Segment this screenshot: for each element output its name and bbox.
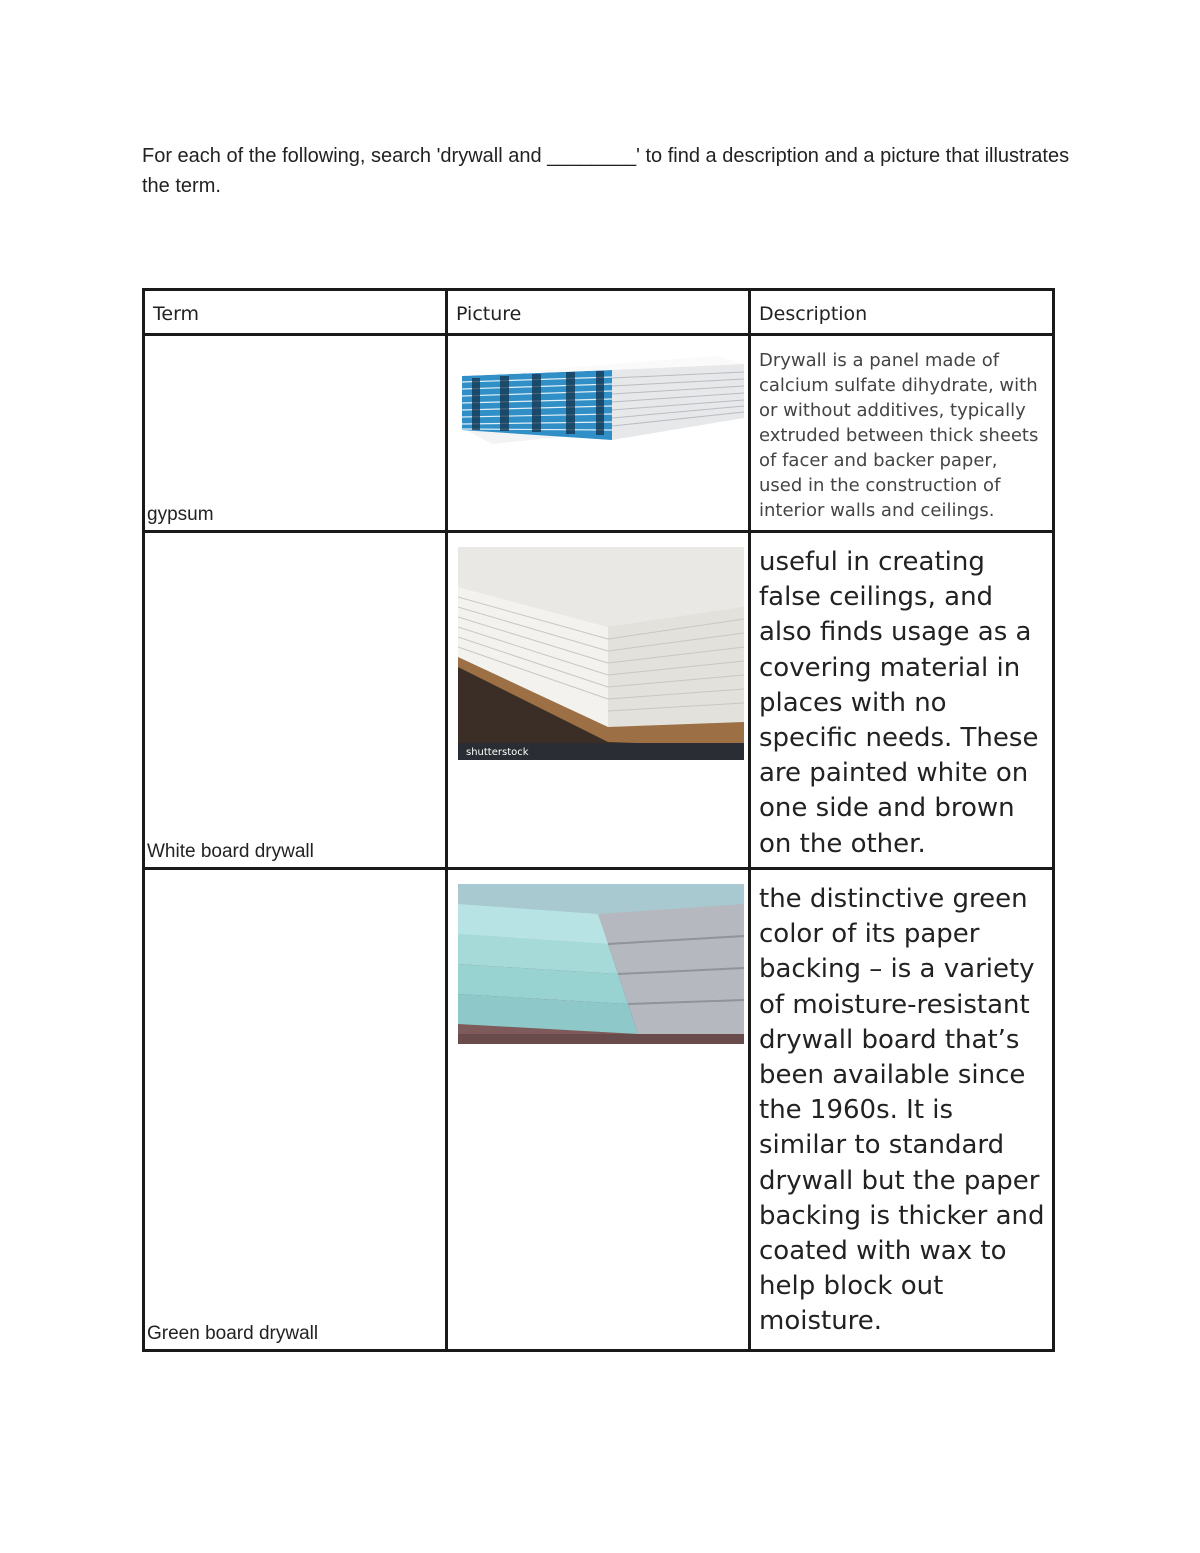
header-description-cell xyxy=(750,290,1054,335)
description-text: the distinctive green color of its paper backing – is a variety of moisture-resistant drywall board that’s been available since the 1960s. It is similar to standard drywall but the paper backing is thicker and coated with wax to help block out moisture. xyxy=(759,884,1045,1337)
term-label: White board drywall xyxy=(147,841,314,862)
header-term: Term xyxy=(153,303,200,325)
header-picture-cell xyxy=(447,290,750,335)
header-term-cell xyxy=(144,290,447,335)
table-row xyxy=(144,869,1054,1351)
picture-cell xyxy=(447,532,750,869)
gypsum-drywall-image xyxy=(462,356,744,446)
description-text: useful in creating false ceilings, and also finds usage as a covering material in places with no specific needs. These are painted white on one side and brown on the other. xyxy=(759,547,1039,859)
header-description: Description xyxy=(759,303,868,325)
green-board-drywall-image xyxy=(458,884,744,1044)
term-label: Green board drywall xyxy=(147,1323,319,1344)
term-label: gypsum xyxy=(147,504,214,525)
table-row xyxy=(144,335,1054,532)
terms-table xyxy=(142,288,1055,1352)
term-cell xyxy=(144,532,447,869)
picture-cell xyxy=(447,869,750,1351)
term-cell xyxy=(144,869,447,1351)
term-cell xyxy=(144,335,447,532)
description-cell xyxy=(750,335,1054,532)
picture-cell xyxy=(447,335,750,532)
white-board-drywall-image xyxy=(458,547,744,760)
table-header-row xyxy=(144,290,1054,335)
description-text: Drywall is a panel made of calcium sulfate dihydrate, with or without additives, typically extruded between thick sheets of facer and backer paper, used in the construction of interior walls and ceilings. xyxy=(759,350,1039,521)
header-picture: Picture xyxy=(456,303,522,325)
description-cell xyxy=(750,532,1054,869)
description-cell xyxy=(750,869,1054,1351)
instructions-text: For each of the following, search 'drywall and ________' to find a description and a picture that illustrates the term. xyxy=(142,145,1070,197)
watermark-text: shutterstock xyxy=(466,747,529,758)
table-row xyxy=(144,532,1054,869)
